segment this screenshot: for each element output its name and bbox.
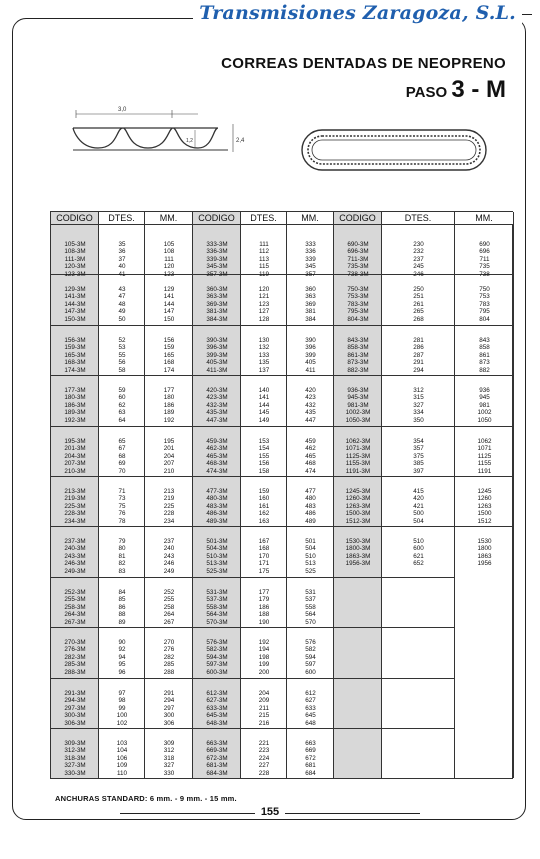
group-separator bbox=[51, 728, 455, 729]
table-cell-group: 270-3M 276-3M 282-3M 285-3M 288-3M bbox=[64, 639, 86, 676]
table-cell-group: 177 179 186 188 190 bbox=[258, 589, 270, 626]
table-cell-group: 1245-3M 1260-3M 1263-3M 1500-3M 1512-3M bbox=[345, 488, 371, 525]
table-cell-group: 195 201 204 207 210 bbox=[163, 438, 175, 475]
table-cell-group: 90 92 94 95 96 bbox=[118, 639, 126, 676]
group-separator bbox=[51, 526, 514, 527]
table-cell-group: 237 240 243 246 249 bbox=[163, 538, 175, 575]
table-cell-group: 936 945 981 1002 1050 bbox=[477, 387, 492, 424]
group-separator bbox=[51, 325, 514, 326]
table-cell-group: 105 108 111 120 123 bbox=[163, 241, 175, 278]
column-header: DTES. bbox=[382, 212, 455, 225]
table-cell-group: 291 294 297 300 306 bbox=[163, 690, 175, 727]
page-title: CORREAS DENTADAS DE NEOPRENO bbox=[221, 55, 506, 72]
table-cell-group: 690 696 711 735 738 bbox=[479, 241, 490, 278]
table-cell-group: 213 219 225 228 234 bbox=[163, 488, 175, 525]
table-cell-group: 103 104 106 109 110 bbox=[116, 740, 128, 777]
table-cell-group: 360-3M 363-3M 369-3M 381-3M 384-3M bbox=[206, 286, 228, 323]
table-cell-group: 531-3M 537-3M 558-3M 564-3M 570-3M bbox=[206, 589, 228, 626]
table-cell-group: 252-3M 255-3M 258-3M 264-3M 267-3M bbox=[64, 589, 86, 626]
table-cell-group: 663 669 672 681 684 bbox=[305, 740, 316, 777]
column-header: DTES. bbox=[241, 212, 287, 225]
table-cell-group: 177-3M 180-3M 186-3M 189-3M 192-3M bbox=[64, 387, 86, 424]
page-number-wrap bbox=[0, 806, 540, 818]
column-header: CODIGO bbox=[51, 212, 99, 225]
group-separator bbox=[51, 627, 455, 628]
group-separator bbox=[51, 678, 455, 679]
table-cell-group: 52 53 55 56 58 bbox=[118, 337, 126, 374]
belt-diagram bbox=[298, 120, 490, 182]
table-cell-group: 192 194 198 199 200 bbox=[258, 639, 270, 676]
column-header: CODIGO bbox=[334, 212, 382, 225]
table-cell-group: 84 85 86 88 89 bbox=[118, 589, 126, 626]
table-cell-group: 420 423 432 435 447 bbox=[305, 387, 316, 424]
table-cell-group: 195-3M 201-3M 204-3M 207-3M 210-3M bbox=[64, 438, 86, 475]
table-cell-group: 252 255 258 264 267 bbox=[163, 589, 175, 626]
column-header: DTES. bbox=[99, 212, 145, 225]
pitch-subtitle bbox=[406, 76, 506, 104]
table-cell-group: 79 80 81 82 83 bbox=[118, 538, 126, 575]
table-cell-group: 111 112 113 115 119 bbox=[258, 241, 270, 278]
belt-size-table bbox=[50, 211, 513, 779]
table-cell-group: 309 312 318 327 330 bbox=[163, 740, 175, 777]
group-separator bbox=[51, 375, 514, 376]
table-cell-group: 612-3M 627-3M 633-3M 645-3M 648-3M bbox=[206, 690, 228, 727]
table-cell-group: 843 858 861 873 882 bbox=[479, 337, 490, 374]
group-separator bbox=[51, 476, 514, 477]
column-header: MM. bbox=[455, 212, 514, 225]
pitch-value: 3 - M bbox=[451, 76, 506, 103]
table-cell-group: 156-3M 159-3M 165-3M 168-3M 174-3M bbox=[64, 337, 86, 374]
pitch-prefix: PASO bbox=[405, 84, 448, 101]
tooth-dimension: 1,2 bbox=[186, 138, 193, 144]
table-cell-group: 71 73 75 76 78 bbox=[118, 488, 126, 525]
table-cell-group: 415 420 421 500 504 bbox=[413, 488, 424, 525]
table-cell-group: 213-3M 219-3M 225-3M 228-3M 234-3M bbox=[64, 488, 86, 525]
table-cell-group: 690-3M 696-3M 711-3M 735-3M 738-3M bbox=[347, 241, 369, 278]
table-cell-group: 43 47 48 49 50 bbox=[118, 286, 126, 323]
height-dimension: 2,4 bbox=[236, 138, 245, 144]
table-cell-group: 1245 1260 1263 1500 1512 bbox=[477, 488, 492, 525]
table-cell-group: 576-3M 582-3M 594-3M 597-3M 600-3M bbox=[206, 639, 228, 676]
table-cell-group: 312 315 327 334 350 bbox=[413, 387, 424, 424]
table-cell-group: 159 160 161 162 163 bbox=[258, 488, 270, 525]
table-cell-group: 576 582 594 597 600 bbox=[305, 639, 316, 676]
table-cell-group: 501 504 510 513 525 bbox=[305, 538, 316, 575]
table-cell-group: 333 336 339 345 357 bbox=[305, 241, 316, 278]
table-cell-group: 156 159 165 168 174 bbox=[163, 337, 175, 374]
table-cell-group: 459-3M 462-3M 465-3M 468-3M 474-3M bbox=[206, 438, 228, 475]
table-cell-group: 59 60 62 63 64 bbox=[118, 387, 126, 424]
brand-logo: Transmisiones Zaragoza, S.L. bbox=[193, 2, 522, 24]
table-cell-group: 354 357 375 385 397 bbox=[413, 438, 424, 475]
table-cell-group: 105-3M 108-3M 111-3M 120-3M 123-3M bbox=[64, 241, 86, 278]
table-cell-group: 663-3M 669-3M 672-3M 681-3M 684-3M bbox=[206, 740, 228, 777]
column-header: CODIGO bbox=[193, 212, 241, 225]
table-cell-group: 1062-3M 1071-3M 1125-3M 1155-3M 1191-3M bbox=[345, 438, 371, 475]
column-header: MM. bbox=[287, 212, 334, 225]
table-cell-group: 204 209 211 215 216 bbox=[258, 690, 270, 727]
table-cell-group: 153 154 155 156 158 bbox=[258, 438, 270, 475]
group-separator bbox=[51, 577, 455, 578]
table-cell-group: 221 223 224 227 228 bbox=[258, 740, 270, 777]
table-cell-group: 237-3M 240-3M 243-3M 246-3M 249-3M bbox=[64, 538, 86, 575]
column-header: MM. bbox=[145, 212, 193, 225]
table-cell-group: 129-3M 141-3M 144-3M 147-3M 150-3M bbox=[64, 286, 86, 323]
table-cell-group: 281 286 287 291 294 bbox=[413, 337, 424, 374]
table-cell-group: 129 141 144 147 150 bbox=[163, 286, 175, 323]
table-cell-group: 750 753 783 795 804 bbox=[479, 286, 490, 323]
table-cell-group: 1530 1800 1863 1956 bbox=[477, 538, 492, 568]
table-cell-group: 477 480 483 486 489 bbox=[305, 488, 316, 525]
table-cell-group: 459 462 465 468 474 bbox=[305, 438, 316, 475]
table-cell-group: 65 67 68 69 70 bbox=[118, 438, 126, 475]
table-cell-group: 1530-3M 1800-3M 1863-3M 1956-3M bbox=[345, 538, 371, 568]
tooth-profile-diagram bbox=[68, 100, 258, 175]
table-cell-group: 97 98 99 100 102 bbox=[116, 690, 128, 727]
table-cell-group: 140 141 144 145 149 bbox=[258, 387, 270, 424]
table-cell-group: 167 168 170 171 175 bbox=[258, 538, 270, 575]
table-cell-group: 360 363 369 381 384 bbox=[305, 286, 316, 323]
table-cell-group: 936-3M 945-3M 981-3M 1002-3M 1050-3M bbox=[345, 387, 371, 424]
table-cell-group: 130 132 133 135 137 bbox=[258, 337, 270, 374]
table-cell-group: 177 180 186 189 192 bbox=[163, 387, 175, 424]
table-cell-group: 230 232 237 245 246 bbox=[413, 241, 424, 278]
table-cell-group: 270 276 282 285 288 bbox=[163, 639, 175, 676]
table-cell-group: 501-3M 504-3M 510-3M 513-3M 525-3M bbox=[206, 538, 228, 575]
table-cell-group: 35 36 37 40 41 bbox=[118, 241, 126, 278]
table-cell-group: 309-3M 312-3M 318-3M 327-3M 330-3M bbox=[64, 740, 86, 777]
table-cell-group: 291-3M 294-3M 297-3M 300-3M 306-3M bbox=[64, 690, 86, 727]
table-cell-group: 1062 1071 1125 1155 1191 bbox=[477, 438, 492, 475]
standard-widths: ANCHURAS STANDARD: 6 mm. - 9 mm. - 15 mm. bbox=[55, 794, 237, 803]
table-cell-group: 510 600 621 652 bbox=[413, 538, 424, 568]
pitch-dimension: 3,0 bbox=[118, 107, 127, 113]
table-cell-group: 750-3M 753-3M 783-3M 795-3M 804-3M bbox=[347, 286, 369, 323]
table-cell-group: 612 627 633 645 648 bbox=[305, 690, 316, 727]
group-separator bbox=[51, 426, 514, 427]
page-number: 155 bbox=[255, 806, 285, 818]
table-cell-group: 120 121 123 127 128 bbox=[258, 286, 270, 323]
table-cell-group: 390-3M 396-3M 399-3M 405-3M 411-3M bbox=[206, 337, 228, 374]
table-cell-group: 420-3M 423-3M 432-3M 435-3M 447-3M bbox=[206, 387, 228, 424]
table-cell-group: 531 537 558 564 570 bbox=[305, 589, 316, 626]
table-cell-group: 477-3M 480-3M 483-3M 486-3M 489-3M bbox=[206, 488, 228, 525]
table-cell-group: 250 251 261 265 268 bbox=[413, 286, 424, 323]
table-cell-group: 390 396 399 405 411 bbox=[305, 337, 316, 374]
table-cell-group: 333-3M 336-3M 339-3M 345-3M 357-3M bbox=[206, 241, 228, 278]
table-cell-group: 843-3M 858-3M 861-3M 873-3M 882-3M bbox=[347, 337, 369, 374]
